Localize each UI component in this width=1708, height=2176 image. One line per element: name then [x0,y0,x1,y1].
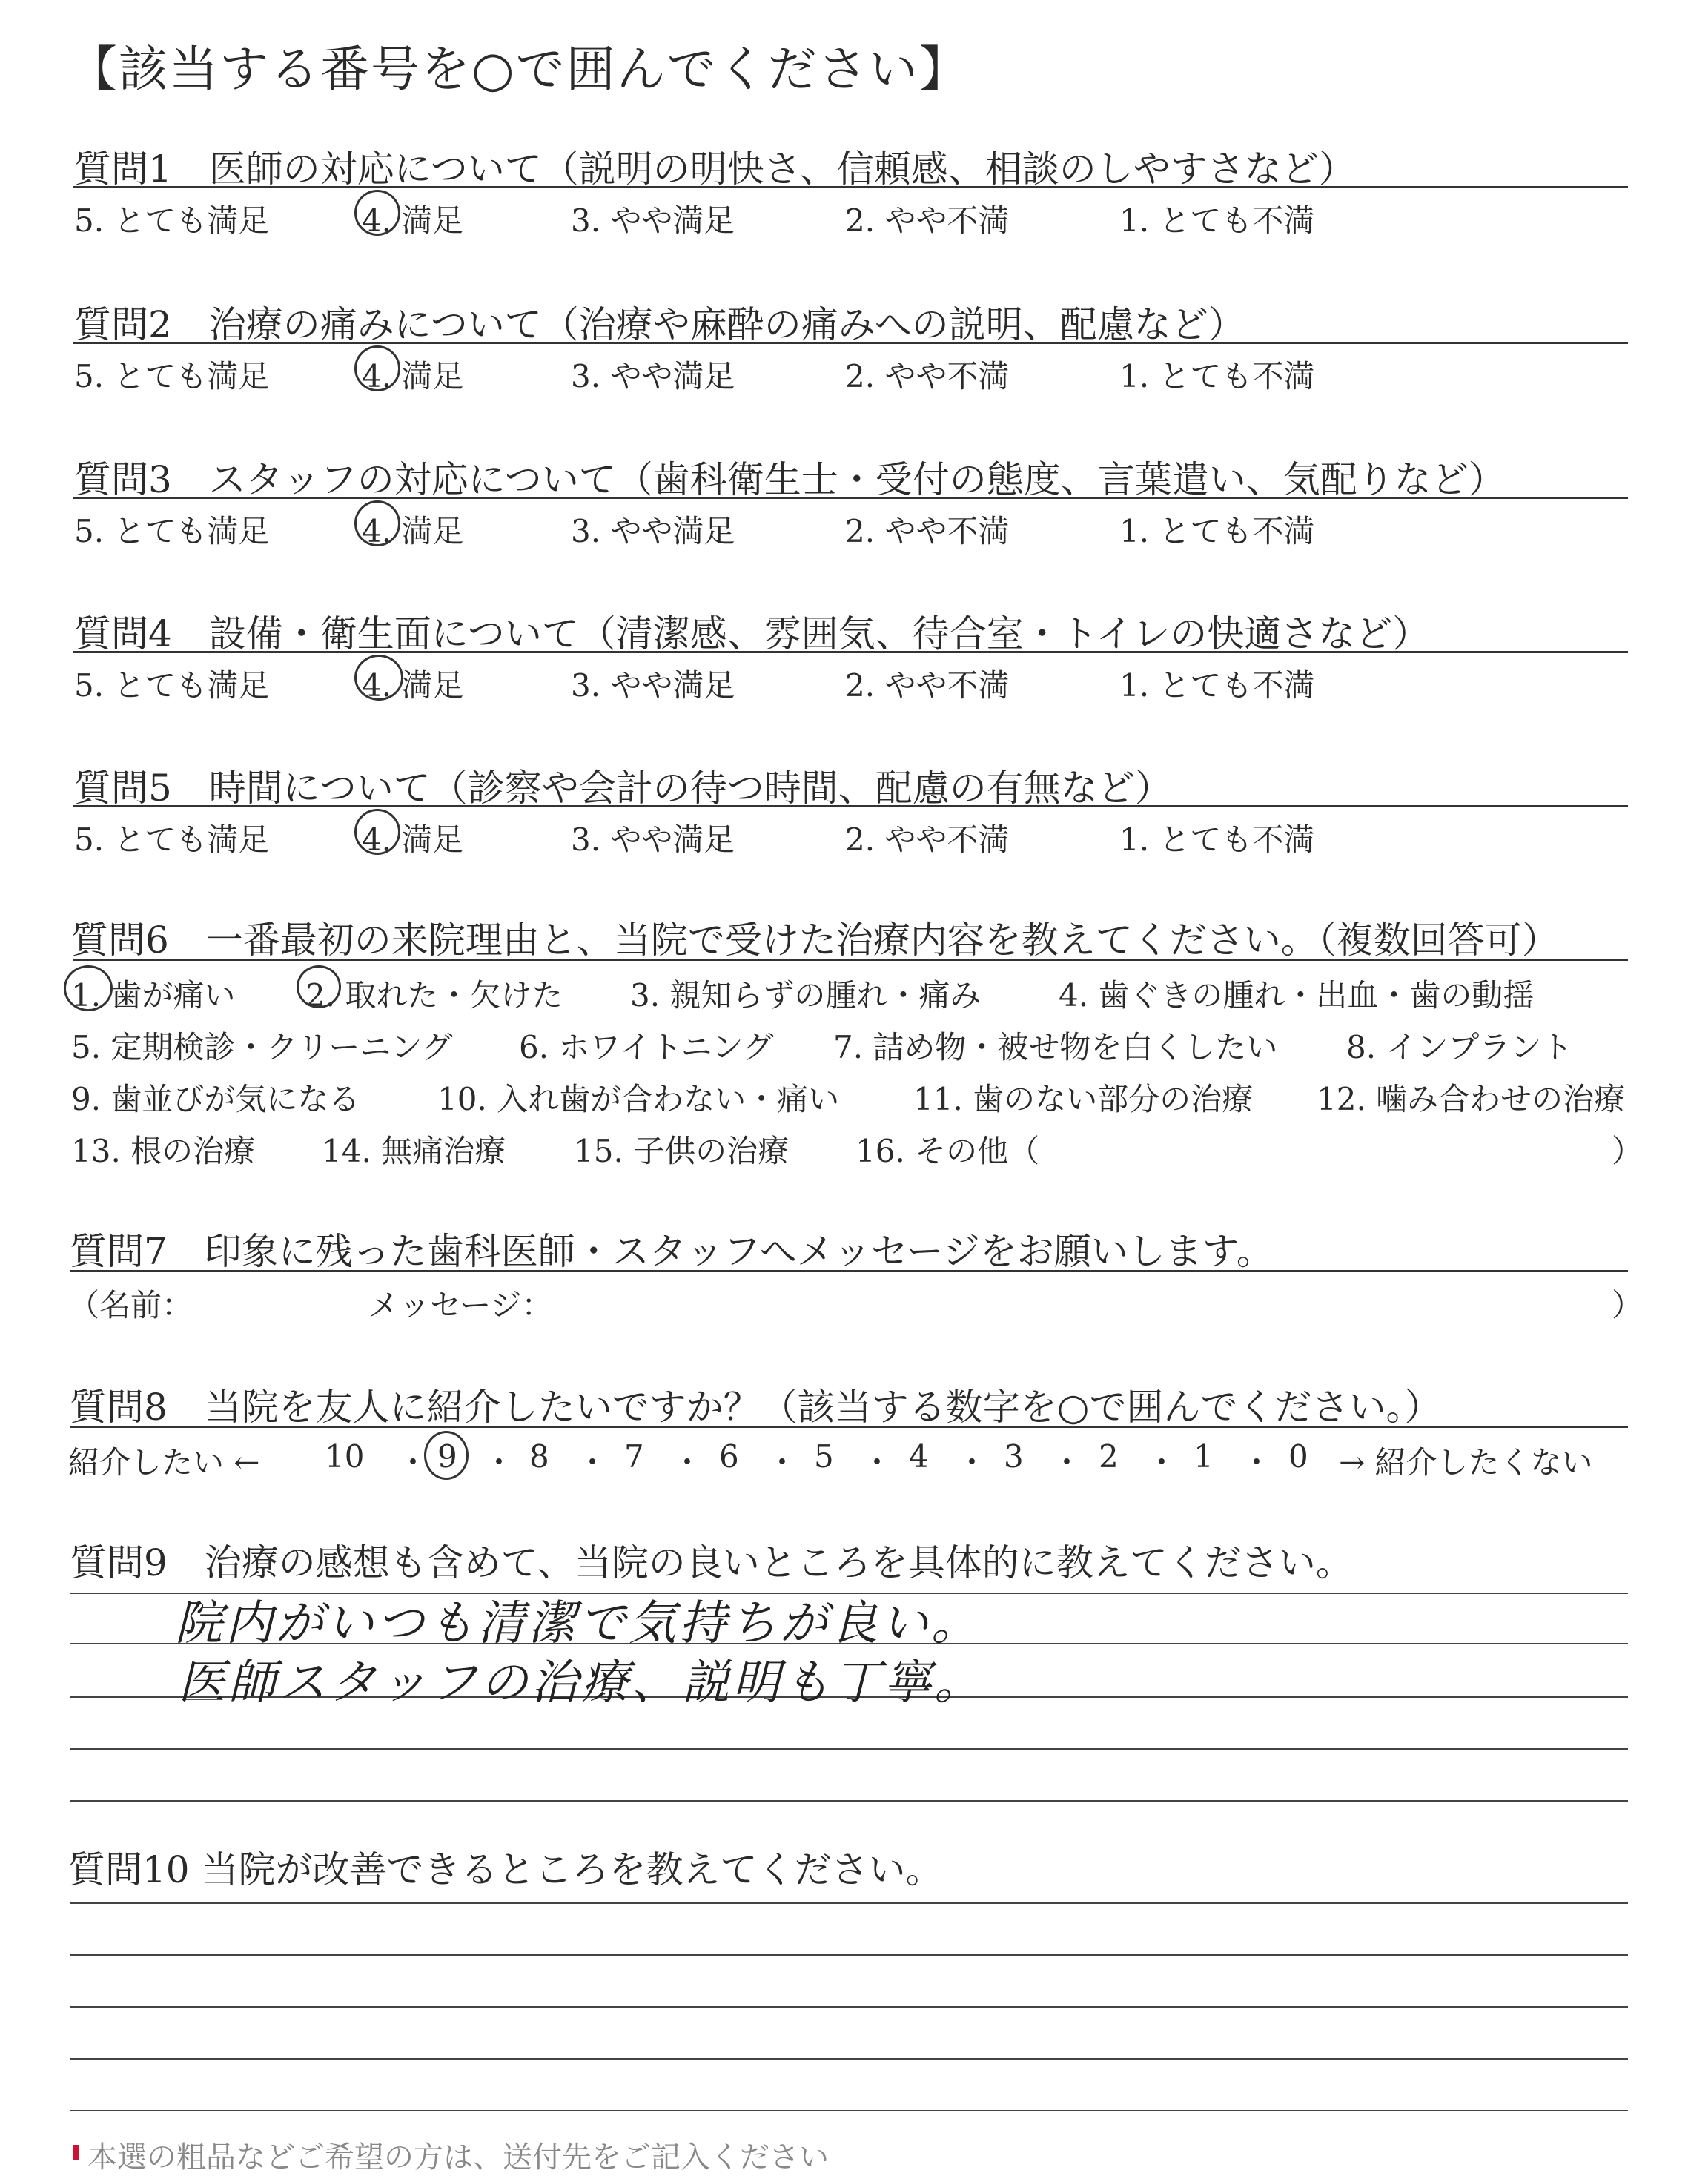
question-4-rule [73,651,1628,653]
q2-option-2[interactable]: 2. やや不満 [845,358,1010,394]
question-7-heading: 質問7 印象に残った歯科医師・スタッフへメッセージをお願いします。 [70,1230,1274,1273]
q6-option-5[interactable]: 5. 定期検診・クリーニング [71,1029,453,1065]
q3-option-3[interactable]: 3. やや満足 [571,513,735,549]
form-title: 【該当する番号を○で囲んでください】 [68,41,970,98]
q5-option-1[interactable]: 1. とても不満 [1119,821,1315,858]
question-5-heading: 質問5 時間について（診察や会計の待つ時間、配慮の有無など） [74,767,1172,810]
q8-score-9[interactable]: 9 [437,1438,457,1475]
q1-option-5[interactable]: 5. とても満足 [74,202,270,239]
q2-answer-circle [354,345,400,391]
q6-option-11[interactable]: 11. 歯のない部分の治療 [913,1081,1254,1117]
q6-option-16[interactable]: 16. その他（ [855,1133,1040,1169]
q8-sep: ・ [397,1444,429,1481]
q6-option-8[interactable]: 8. インプラント [1346,1029,1573,1065]
question-9-heading: 質問9 治療の感想も含めて、当院の良いところを具体的に教えてください。 [70,1541,1353,1584]
q8-sep: ・ [956,1444,988,1481]
q8-left-label: 紹介したい ← [68,1444,260,1481]
q6-other-close-paren: ） [1612,1133,1644,1169]
q6-option-4[interactable]: 4. 歯ぐきの腫れ・出血・歯の動揺 [1059,977,1535,1013]
q4-option-3[interactable]: 3. やや満足 [571,667,735,704]
q1-option-2[interactable]: 2. やや不満 [845,202,1010,239]
q8-sep: ・ [1241,1444,1273,1481]
q9-answer-line-5 [70,1800,1628,1802]
q8-sep: ・ [577,1444,609,1481]
q2-option-5[interactable]: 5. とても満足 [74,358,270,394]
q2-option-1[interactable]: 1. とても不満 [1119,358,1315,394]
q9-answer-line-4 [70,1748,1628,1750]
q1-option-1[interactable]: 1. とても不満 [1119,202,1315,239]
q3-answer-circle [354,500,400,546]
q3-option-4[interactable]: 4. 満足 [362,513,464,549]
q2-option-4[interactable]: 4. 満足 [362,358,464,394]
q1-answer-circle [354,190,400,236]
q7-name-label: （名前： [68,1287,193,1323]
q7-message-label: メッセージ： [368,1287,553,1323]
q5-option-5[interactable]: 5. とても満足 [74,821,270,858]
q3-option-2[interactable]: 2. やや不満 [845,513,1010,549]
q10-answer-line-4 [70,2058,1628,2060]
q8-sep: ・ [1146,1444,1178,1481]
q5-option-4[interactable]: 4. 満足 [362,821,464,858]
question-8-rule [70,1426,1628,1428]
q6-option-13[interactable]: 13. 根の治療 [71,1133,256,1169]
q8-score-3[interactable]: 3 [1004,1438,1024,1475]
q1-option-4[interactable]: 4. 満足 [362,202,464,239]
q8-sep: ・ [483,1444,515,1481]
q8-score-6[interactable]: 6 [719,1438,739,1475]
q8-score-2[interactable]: 2 [1099,1438,1119,1475]
question-2-heading: 質問2 治療の痛みについて（治療や麻酔の痛みへの説明、配慮など） [74,303,1245,346]
question-4-heading: 質問4 設備・衛生面について（清潔感、雰囲気、待合室・トイレの快適さなど） [74,612,1430,655]
q10-answer-line-5 [70,2110,1628,2111]
q6-option-6[interactable]: 6. ホワイトニング [519,1029,774,1065]
q4-option-4[interactable]: 4. 満足 [362,667,464,704]
question-6-rule [73,959,1628,961]
q8-score-0[interactable]: 0 [1288,1438,1308,1475]
q6-option-3[interactable]: 3. 親知らずの腫れ・痛み [630,977,982,1013]
q8-sep: ・ [861,1444,893,1481]
q1-option-3[interactable]: 3. やや満足 [571,202,735,239]
q6-option-9[interactable]: 9. 歯並びが気になる [71,1081,360,1117]
q8-answer-circle [424,1431,469,1480]
q10-answer-line-2 [70,1954,1628,1956]
question-3-heading: 質問3 スタッフの対応について（歯科衛生士・受付の態度、言葉遣い、気配りなど） [74,458,1506,501]
q2-option-3[interactable]: 3. やや満足 [571,358,735,394]
q6-answer-circle-2 [297,965,341,1008]
question-2-rule [73,342,1628,344]
q8-score-5[interactable]: 5 [814,1438,834,1475]
q8-sep: ・ [1051,1444,1083,1481]
question-8-heading: 質問8 当院を友人に紹介したいですか？（該当する数字を○で囲んでください。） [70,1386,1442,1429]
q6-option-10[interactable]: 10. 入れ歯が合わない・痛い [437,1081,840,1117]
question-7-rule [70,1270,1628,1272]
q7-close-paren: ） [1612,1287,1644,1323]
q4-option-1[interactable]: 1. とても不満 [1119,667,1315,704]
q8-sep: ・ [767,1444,798,1481]
q6-option-2[interactable]: 2. 取れた・欠けた [305,977,563,1013]
q8-score-1[interactable]: 1 [1194,1438,1214,1475]
q3-option-1[interactable]: 1. とても不満 [1119,513,1315,549]
question-3-rule [73,497,1628,499]
q5-option-2[interactable]: 2. やや不満 [845,821,1010,858]
footer-cut-text: 本選の粗品などご希望の方は、送付先をご記入ください [87,2140,829,2175]
q8-score-4[interactable]: 4 [909,1438,929,1475]
q9-handwritten-line-2: 医師スタッフの治療、説明も丁寧。 [178,1656,984,1710]
q5-option-3[interactable]: 3. やや満足 [571,821,735,858]
q5-answer-circle [354,809,400,855]
q9-handwritten-line-1: 院内がいつも清潔で気持ちが良い。 [175,1596,982,1651]
question-6-heading: 質問6 一番最初の来院理由と、当院で受けた治療内容を教えてください。（複数回答可） [71,919,1559,962]
q6-option-7[interactable]: 7. 詰め物・被せ物を白くしたい [833,1029,1278,1065]
q10-answer-line-1 [70,1902,1628,1904]
q8-sep: ・ [672,1444,704,1481]
q8-right-label: → 紹介したくない [1339,1444,1593,1481]
footer-red-mark [73,2145,79,2160]
q8-score-8[interactable]: 8 [529,1438,549,1475]
q6-option-1[interactable]: 1. 歯が痛い [71,977,236,1013]
question-1-heading: 質問1 医師の対応について（説明の明快さ、信頼感、相談のしやすさなど） [74,148,1356,191]
q6-answer-circle-1 [64,965,113,1011]
question-1-rule [73,186,1628,188]
q4-option-5[interactable]: 5. とても満足 [74,667,270,704]
q6-option-14[interactable]: 14. 無痛治療 [322,1133,506,1169]
q6-option-15[interactable]: 15. 子供の治療 [574,1133,790,1169]
q3-option-5[interactable]: 5. とても満足 [74,513,270,549]
q8-score-10[interactable]: 10 [325,1438,365,1475]
q6-option-12[interactable]: 12. 噛み合わせの治療 [1317,1081,1626,1117]
question-10-heading: 質問10 当院が改善できるところを教えてください。 [68,1848,943,1891]
q10-answer-line-3 [70,2006,1628,2008]
q4-option-2[interactable]: 2. やや不満 [845,667,1010,704]
q8-score-7[interactable]: 7 [624,1438,644,1475]
question-5-rule [73,805,1628,807]
q4-answer-circle [354,655,403,701]
